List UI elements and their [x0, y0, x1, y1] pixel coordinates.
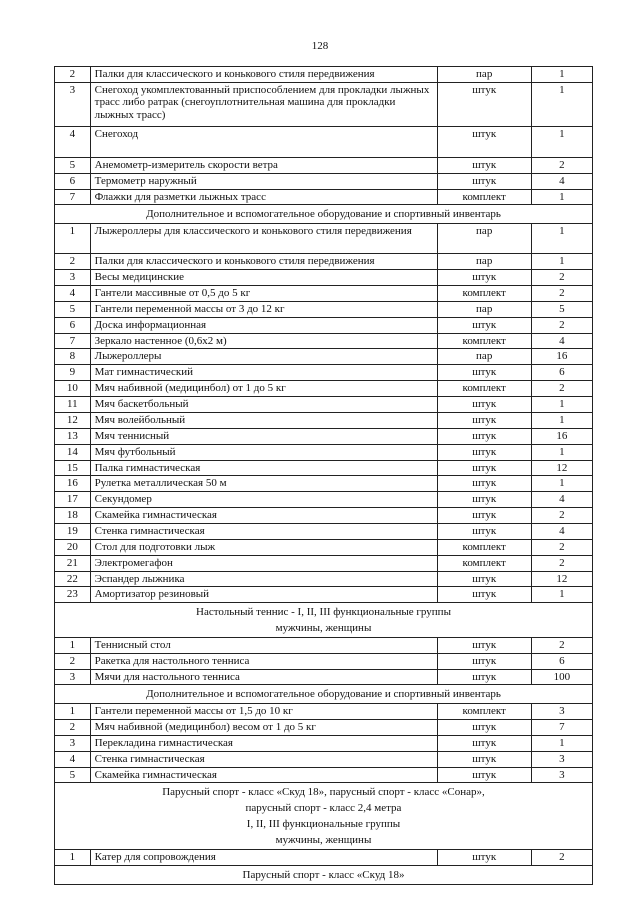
- item-number: 6: [55, 317, 91, 333]
- table-row: [55, 333, 593, 349]
- item-number: 5: [55, 301, 91, 317]
- item-unit: штук: [437, 317, 531, 333]
- item-name: Палки для классического и конькового стиля передвижения: [90, 67, 437, 83]
- equipment-table: [54, 66, 593, 885]
- table-row: [55, 428, 593, 444]
- item-quantity: 6: [531, 653, 592, 669]
- item-unit: комплект: [437, 333, 531, 349]
- item-name: Доска информационная: [90, 317, 437, 333]
- table-row: [55, 381, 593, 397]
- item-name: Палка гимнастическая: [90, 460, 437, 476]
- table-row: [55, 157, 593, 173]
- item-name: Лыжероллеры: [90, 349, 437, 365]
- item-quantity: 16: [531, 428, 592, 444]
- section-heading: [55, 602, 593, 637]
- section-heading: [55, 205, 593, 224]
- section-heading-line: Парусный спорт - класс «Скуд 18»: [242, 869, 405, 881]
- item-number: 3: [55, 269, 91, 285]
- item-unit: штук: [437, 444, 531, 460]
- item-number: 18: [55, 508, 91, 524]
- section-heading-line: парусный спорт - класс 2,4 метра: [245, 802, 402, 814]
- table-row: [55, 365, 593, 381]
- item-quantity: 1: [531, 736, 592, 752]
- item-quantity: 2: [531, 285, 592, 301]
- item-quantity: 3: [531, 752, 592, 768]
- item-name: Термометр наружный: [90, 173, 437, 189]
- table-row: [55, 492, 593, 508]
- item-quantity: 2: [531, 157, 592, 173]
- item-name: Электромегафон: [90, 555, 437, 571]
- table-row: [55, 254, 593, 270]
- item-number: 23: [55, 587, 91, 603]
- section-heading-line: I, II, III функциональные группы: [246, 818, 401, 830]
- item-name: Флажки для разметки лыжных трасс: [90, 189, 437, 205]
- item-name: Зеркало настенное (0,6х2 м): [90, 333, 437, 349]
- item-unit: пар: [437, 301, 531, 317]
- item-number: 22: [55, 571, 91, 587]
- table-row: [55, 704, 593, 720]
- item-number: 2: [55, 720, 91, 736]
- item-number: 20: [55, 539, 91, 555]
- item-quantity: 4: [531, 523, 592, 539]
- item-number: 4: [55, 126, 91, 157]
- page-number: 128: [311, 40, 329, 52]
- item-unit: пар: [437, 224, 531, 254]
- table-row: [55, 269, 593, 285]
- table-row: [55, 224, 593, 254]
- item-number: 7: [55, 333, 91, 349]
- table-row: [55, 476, 593, 492]
- section-heading-line: Дополнительное и вспомогательное оборудование и спортивный инвентарь: [146, 208, 501, 220]
- item-unit: штук: [437, 850, 531, 866]
- item-unit: штук: [437, 82, 531, 126]
- section-heading: [55, 783, 593, 850]
- item-unit: штук: [437, 476, 531, 492]
- item-number: 19: [55, 523, 91, 539]
- item-quantity: 1: [531, 254, 592, 270]
- item-unit: штук: [437, 508, 531, 524]
- item-number: 2: [55, 254, 91, 270]
- item-unit: комплект: [437, 285, 531, 301]
- item-unit: штук: [437, 492, 531, 508]
- item-quantity: 5: [531, 301, 592, 317]
- item-number: 7: [55, 189, 91, 205]
- item-name: Ракетка для настольного тенниса: [90, 653, 437, 669]
- item-quantity: 3: [531, 704, 592, 720]
- item-unit: штук: [437, 720, 531, 736]
- item-unit: штук: [437, 397, 531, 413]
- item-unit: штук: [437, 269, 531, 285]
- item-quantity: 1: [531, 397, 592, 413]
- item-number: 11: [55, 397, 91, 413]
- item-name: Перекладина гимнастическая: [90, 736, 437, 752]
- item-quantity: 4: [531, 492, 592, 508]
- item-number: 21: [55, 555, 91, 571]
- item-number: 4: [55, 752, 91, 768]
- table-row: [55, 82, 593, 126]
- section-heading-line: Настольный теннис - I, II, III функциональные группы: [196, 605, 451, 618]
- item-number: 3: [55, 82, 91, 126]
- item-name: Лыжероллеры для классического и конькового стиля передвижения: [90, 224, 437, 254]
- table-row: [55, 720, 593, 736]
- table-row: [55, 444, 593, 460]
- item-name: Эспандер лыжника: [90, 571, 437, 587]
- item-name: Мяч баскетбольный: [90, 397, 437, 413]
- item-name: Теннисный стол: [90, 637, 437, 653]
- table-row: [55, 767, 593, 783]
- item-unit: штук: [437, 460, 531, 476]
- item-quantity: 2: [531, 539, 592, 555]
- table-row: [55, 523, 593, 539]
- item-quantity: 1: [531, 189, 592, 205]
- item-name: Гантели переменной массы от 1,5 до 10 кг: [90, 704, 437, 720]
- item-quantity: 4: [531, 173, 592, 189]
- section-row: [55, 205, 593, 224]
- table-row: [55, 189, 593, 205]
- item-quantity: 12: [531, 571, 592, 587]
- item-number: 2: [55, 67, 91, 83]
- item-unit: комплект: [437, 555, 531, 571]
- item-name: Секундомер: [90, 492, 437, 508]
- section-heading-line: мужчины, женщины: [275, 834, 372, 846]
- item-number: 8: [55, 349, 91, 365]
- table-row: [55, 349, 593, 365]
- item-quantity: 12: [531, 460, 592, 476]
- item-quantity: 1: [531, 82, 592, 126]
- table-row: [55, 67, 593, 83]
- item-number: 4: [55, 285, 91, 301]
- item-number: 5: [55, 767, 91, 783]
- item-name: Палки для классического и конькового стиля передвижения: [90, 254, 437, 270]
- item-quantity: 1: [531, 126, 592, 157]
- item-unit: штук: [437, 126, 531, 157]
- item-quantity: 2: [531, 508, 592, 524]
- table-row: [55, 412, 593, 428]
- item-unit: штук: [437, 157, 531, 173]
- table-row: [55, 850, 593, 866]
- item-number: 2: [55, 653, 91, 669]
- item-quantity: 1: [531, 412, 592, 428]
- item-quantity: 2: [531, 850, 592, 866]
- item-unit: штук: [437, 767, 531, 783]
- table-row: [55, 653, 593, 669]
- item-unit: штук: [437, 736, 531, 752]
- item-unit: штук: [437, 637, 531, 653]
- item-name: Мяч волейбольный: [90, 412, 437, 428]
- table-row: [55, 317, 593, 333]
- item-unit: штук: [437, 669, 531, 685]
- item-quantity: 1: [531, 444, 592, 460]
- table-row: [55, 637, 593, 653]
- item-quantity: 7: [531, 720, 592, 736]
- item-name: Стенка гимнастическая: [90, 523, 437, 539]
- item-name: Снегоход укомплектованный приспособлением для прокладки лыжных трасс либо ратрак (снегоуплотнительная машина для прокладки лыжных трасс): [90, 82, 437, 126]
- item-unit: штук: [437, 571, 531, 587]
- item-unit: штук: [437, 173, 531, 189]
- table-row: [55, 539, 593, 555]
- item-unit: штук: [437, 653, 531, 669]
- item-unit: пар: [437, 254, 531, 270]
- item-number: 14: [55, 444, 91, 460]
- table-row: [55, 736, 593, 752]
- item-unit: штук: [437, 587, 531, 603]
- item-number: 5: [55, 157, 91, 173]
- item-quantity: 6: [531, 365, 592, 381]
- item-name: Стол для подготовки лыж: [90, 539, 437, 555]
- item-name: Рулетка металлическая 50 м: [90, 476, 437, 492]
- item-name: Мяч набивной (медицинбол) весом от 1 до 5 кг: [90, 720, 437, 736]
- item-name: Катер для сопровождения: [90, 850, 437, 866]
- table-row: [55, 669, 593, 685]
- item-unit: штук: [437, 365, 531, 381]
- item-unit: комплект: [437, 539, 531, 555]
- item-name: Скамейка гимнастическая: [90, 767, 437, 783]
- section-row: [55, 866, 593, 885]
- item-unit: штук: [437, 412, 531, 428]
- item-number: 3: [55, 669, 91, 685]
- item-name: Скамейка гимнастическая: [90, 508, 437, 524]
- item-unit: штук: [437, 523, 531, 539]
- item-number: 1: [55, 637, 91, 653]
- item-number: 10: [55, 381, 91, 397]
- item-unit: штук: [437, 428, 531, 444]
- item-quantity: 4: [531, 333, 592, 349]
- item-quantity: 100: [531, 669, 592, 685]
- item-name: Мяч теннисный: [90, 428, 437, 444]
- table-row: [55, 508, 593, 524]
- item-name: Мат гимнастический: [90, 365, 437, 381]
- item-quantity: 2: [531, 317, 592, 333]
- item-name: Мяч набивной (медицинбол) от 1 до 5 кг: [90, 381, 437, 397]
- item-number: 1: [55, 850, 91, 866]
- table-body: [55, 67, 593, 885]
- item-name: Гантели массивные от 0,5 до 5 кг: [90, 285, 437, 301]
- item-number: 17: [55, 492, 91, 508]
- section-row: [55, 783, 593, 850]
- table-row: [55, 173, 593, 189]
- table-row: [55, 126, 593, 157]
- section-heading: [55, 866, 593, 885]
- item-unit: комплект: [437, 381, 531, 397]
- item-number: 9: [55, 365, 91, 381]
- section-heading-line: Парусный спорт - класс «Скуд 18», парусный спорт - класс «Сонар»,: [162, 786, 485, 798]
- item-number: 3: [55, 736, 91, 752]
- item-quantity: 1: [531, 476, 592, 492]
- item-unit: пар: [437, 67, 531, 83]
- item-quantity: 16: [531, 349, 592, 365]
- item-number: 15: [55, 460, 91, 476]
- item-number: 12: [55, 412, 91, 428]
- item-quantity: 1: [531, 67, 592, 83]
- table-row: [55, 555, 593, 571]
- item-number: 13: [55, 428, 91, 444]
- item-number: 6: [55, 173, 91, 189]
- table-row: [55, 285, 593, 301]
- section-row: [55, 602, 593, 637]
- item-quantity: 3: [531, 767, 592, 783]
- item-name: Гантели переменной массы от 3 до 12 кг: [90, 301, 437, 317]
- item-quantity: 1: [531, 587, 592, 603]
- section-row: [55, 685, 593, 704]
- item-name: Амортизатор резиновый: [90, 587, 437, 603]
- table-row: [55, 460, 593, 476]
- item-unit: комплект: [437, 704, 531, 720]
- item-name: Весы медицинские: [90, 269, 437, 285]
- section-heading: [55, 685, 593, 704]
- table-row: [55, 571, 593, 587]
- item-number: 1: [55, 224, 91, 254]
- table-row: [55, 752, 593, 768]
- item-quantity: 2: [531, 555, 592, 571]
- item-unit: комплект: [437, 189, 531, 205]
- section-heading-line: мужчины, женщины: [275, 621, 372, 634]
- item-quantity: 2: [531, 637, 592, 653]
- item-quantity: 1: [531, 224, 592, 254]
- item-name: Стенка гимнастическая: [90, 752, 437, 768]
- item-number: 16: [55, 476, 91, 492]
- table-row: [55, 397, 593, 413]
- table-row: [55, 587, 593, 603]
- item-quantity: 2: [531, 381, 592, 397]
- item-name: Снегоход: [90, 126, 437, 157]
- item-name: Мяч футбольный: [90, 444, 437, 460]
- item-name: Анемометр-измеритель скорости ветра: [90, 157, 437, 173]
- section-heading-line: Дополнительное и вспомогательное оборудование и спортивный инвентарь: [146, 688, 501, 700]
- item-number: 1: [55, 704, 91, 720]
- item-name: Мячи для настольного тенниса: [90, 669, 437, 685]
- item-unit: штук: [437, 752, 531, 768]
- item-quantity: 2: [531, 269, 592, 285]
- item-unit: пар: [437, 349, 531, 365]
- table-row: [55, 301, 593, 317]
